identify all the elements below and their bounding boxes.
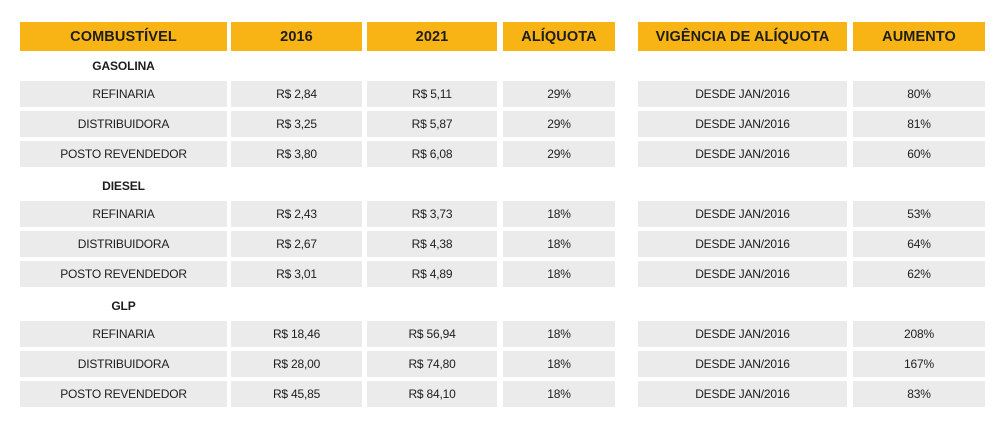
cell-aumento: 62% (853, 261, 985, 287)
cell-vigencia: DESDE JAN/2016 (638, 111, 847, 137)
cell-aliquota: 18% (503, 201, 615, 227)
cell-stage: POSTO REVENDEDOR (20, 381, 227, 407)
cell-aliquota: 18% (503, 321, 615, 347)
cell-aliquota: 18% (503, 261, 615, 287)
cell-price-2016: R$ 28,00 (231, 351, 362, 377)
column-header-vigencia: VIGÊNCIA DE ALÍQUOTA (638, 22, 847, 51)
column-header-2021: 2021 (367, 22, 497, 51)
cell-stage: REFINARIA (20, 321, 227, 347)
cell-vigencia: DESDE JAN/2016 (638, 261, 847, 287)
cell-vigencia: DESDE JAN/2016 (638, 81, 847, 107)
cell-price-2016: R$ 2,67 (231, 231, 362, 257)
cell-aumento: 60% (853, 141, 985, 167)
table-row-glp-refinaria (20, 321, 1000, 347)
section-gasolina (20, 51, 1000, 167)
section-glp (20, 291, 1000, 407)
cell-price-2021: R$ 5,87 (367, 111, 497, 137)
cell-price-2021: R$ 56,94 (367, 321, 497, 347)
section-label-row (20, 171, 1000, 201)
cell-stage: REFINARIA (20, 201, 227, 227)
cell-aumento: 81% (853, 111, 985, 137)
cell-vigencia: DESDE JAN/2016 (638, 141, 847, 167)
cell-price-2021: R$ 74,80 (367, 351, 497, 377)
cell-vigencia: DESDE JAN/2016 (638, 381, 847, 407)
cell-aliquota: 18% (503, 351, 615, 377)
cell-stage: POSTO REVENDEDOR (20, 261, 227, 287)
cell-vigencia: DESDE JAN/2016 (638, 351, 847, 377)
table-row-diesel-distribuidora (20, 231, 1000, 257)
cell-aumento: 83% (853, 381, 985, 407)
cell-price-2021: R$ 84,10 (367, 381, 497, 407)
cell-aliquota: 29% (503, 81, 615, 107)
column-header-aliquota: ALÍQUOTA (503, 22, 615, 51)
cell-aumento: 80% (853, 81, 985, 107)
section-label-gasolina: GASOLINA (92, 59, 155, 73)
cell-price-2016: R$ 3,01 (231, 261, 362, 287)
column-header-combustivel: COMBUSTÍVEL (20, 22, 227, 51)
cell-price-2016: R$ 3,25 (231, 111, 362, 137)
table-header-row (20, 22, 1000, 51)
cell-stage: POSTO REVENDEDOR (20, 141, 227, 167)
cell-stage: REFINARIA (20, 81, 227, 107)
cell-aliquota: 18% (503, 381, 615, 407)
cell-price-2016: R$ 2,43 (231, 201, 362, 227)
cell-price-2016: R$ 45,85 (231, 381, 362, 407)
cell-stage: DISTRIBUIDORA (20, 231, 227, 257)
table-row-gasolina-distribuidora (20, 111, 1000, 137)
section-label-row (20, 291, 1000, 321)
cell-stage: DISTRIBUIDORA (20, 351, 227, 377)
cell-price-2021: R$ 5,11 (367, 81, 497, 107)
table-row-diesel-refinaria (20, 201, 1000, 227)
cell-aumento: 208% (853, 321, 985, 347)
table-row-diesel-posto (20, 261, 1000, 287)
cell-vigencia: DESDE JAN/2016 (638, 231, 847, 257)
cell-price-2016: R$ 2,84 (231, 81, 362, 107)
cell-price-2016: R$ 18,46 (231, 321, 362, 347)
section-label-diesel: DIESEL (102, 179, 145, 193)
section-diesel (20, 171, 1000, 287)
table-row-glp-distribuidora (20, 351, 1000, 377)
cell-price-2021: R$ 4,89 (367, 261, 497, 287)
cell-price-2021: R$ 3,73 (367, 201, 497, 227)
table-row-gasolina-refinaria (20, 81, 1000, 107)
cell-aliquota: 29% (503, 141, 615, 167)
cell-aliquota: 29% (503, 111, 615, 137)
cell-vigencia: DESDE JAN/2016 (638, 201, 847, 227)
cell-aliquota: 18% (503, 231, 615, 257)
column-header-aumento: AUMENTO (853, 22, 985, 51)
table-row-glp-posto (20, 381, 1000, 407)
cell-vigencia: DESDE JAN/2016 (638, 321, 847, 347)
cell-price-2021: R$ 6,08 (367, 141, 497, 167)
cell-stage: DISTRIBUIDORA (20, 111, 227, 137)
cell-price-2021: R$ 4,38 (367, 231, 497, 257)
cell-aumento: 167% (853, 351, 985, 377)
cell-aumento: 53% (853, 201, 985, 227)
section-label-glp: GLP (111, 299, 136, 313)
column-header-2016: 2016 (231, 22, 362, 51)
section-label-row (20, 51, 1000, 81)
table-row-gasolina-posto (20, 141, 1000, 167)
cell-aumento: 64% (853, 231, 985, 257)
cell-price-2016: R$ 3,80 (231, 141, 362, 167)
